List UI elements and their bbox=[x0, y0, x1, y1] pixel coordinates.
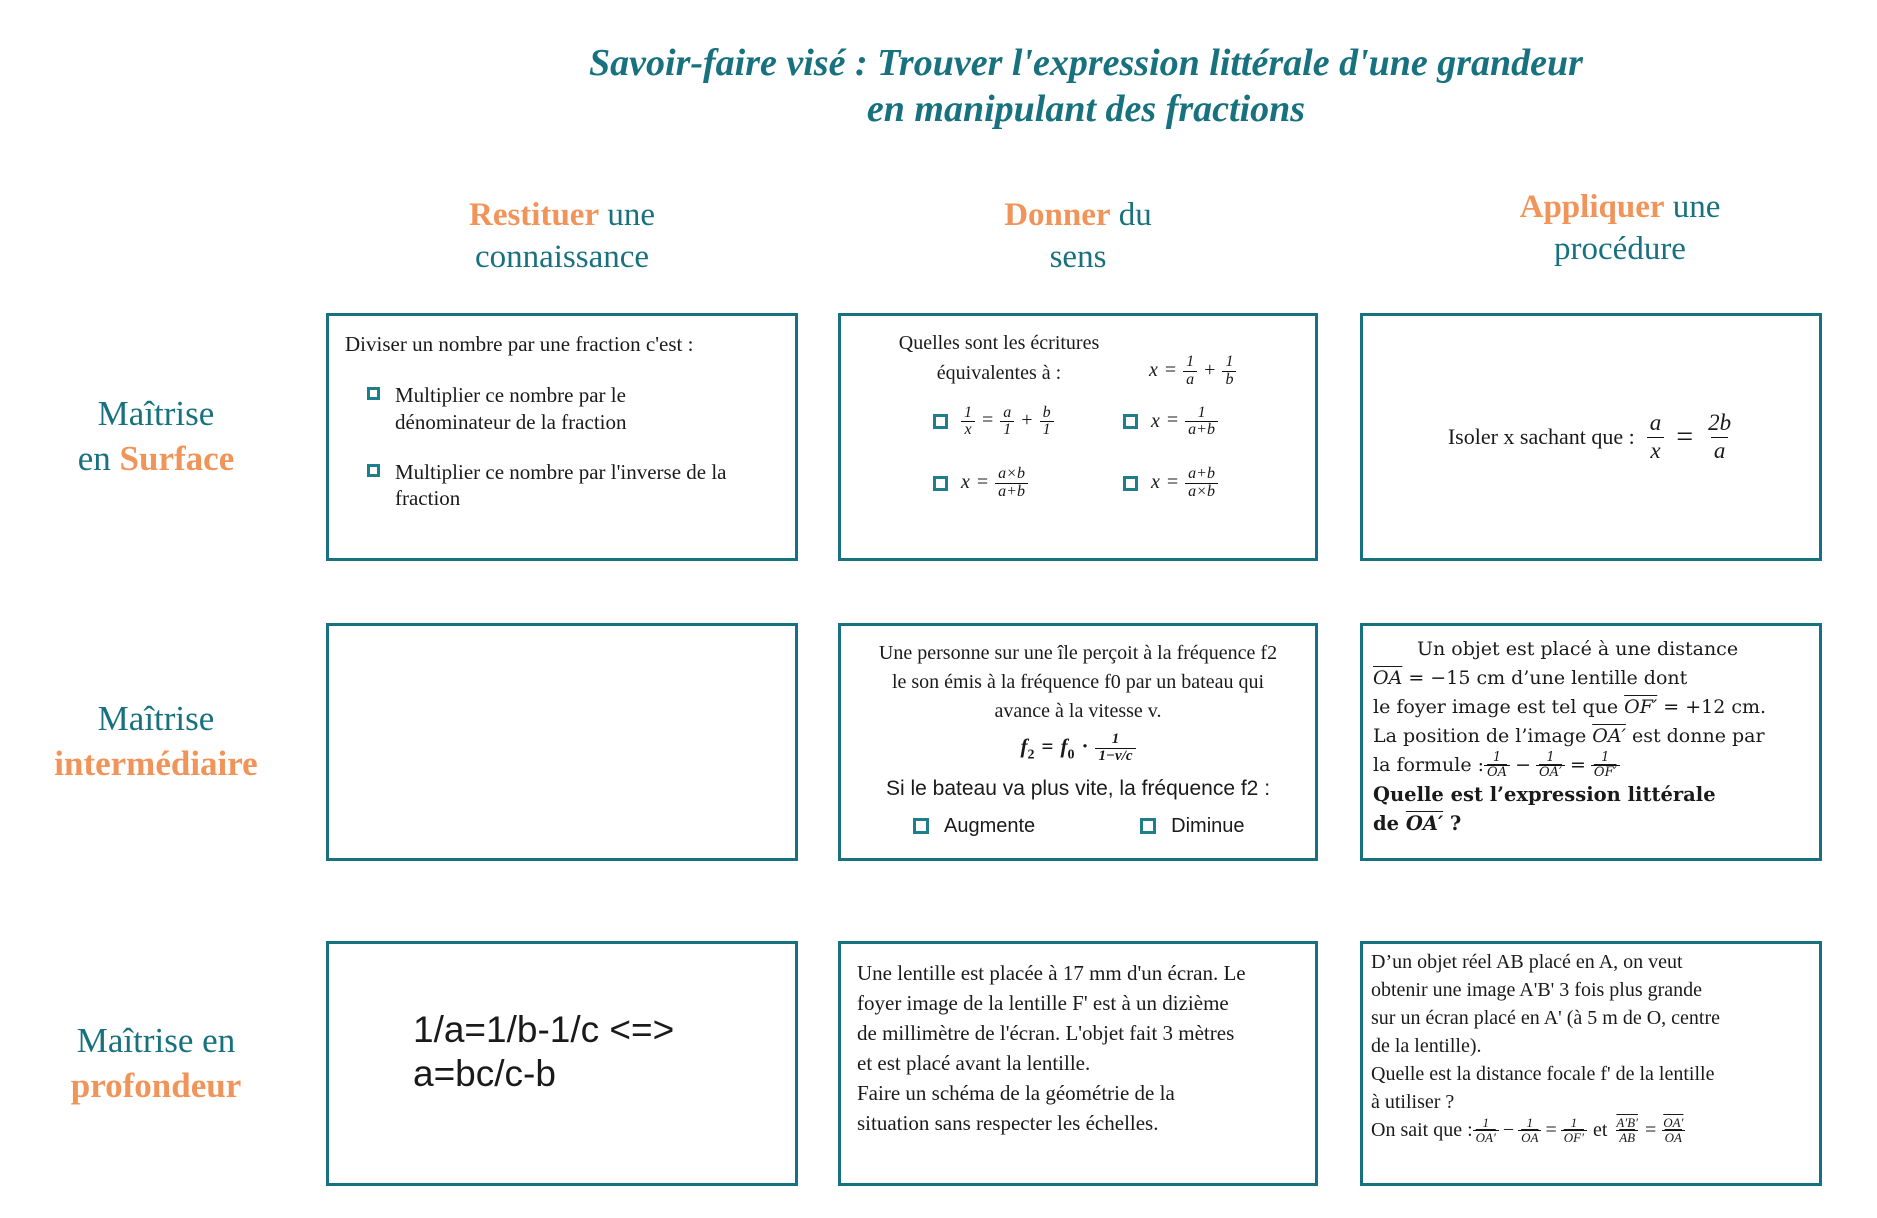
overline-symbol: OF′ bbox=[1624, 696, 1658, 718]
frac-num: 1 bbox=[964, 403, 972, 421]
text-line: obtenir une image A'B' 3 fois plus grande bbox=[1371, 979, 1703, 1001]
math-expression bbox=[961, 466, 1028, 501]
text-segment: la formule : bbox=[1373, 754, 1485, 776]
math-operator: = bbox=[1644, 1119, 1657, 1142]
math-operator: = bbox=[982, 409, 994, 432]
cell-intermediaire-restituer-empty bbox=[326, 623, 798, 861]
answer-option bbox=[1123, 405, 1307, 440]
column-header-accent: Donner bbox=[1004, 197, 1111, 233]
answer-option bbox=[1140, 815, 1244, 838]
frac-num: a+b bbox=[1188, 465, 1215, 483]
cell-surface-appliquer bbox=[1360, 313, 1822, 561]
math-variable: f bbox=[1060, 734, 1068, 759]
fraction bbox=[1561, 1116, 1587, 1144]
frac-den: 1 bbox=[1040, 421, 1054, 439]
fraction bbox=[1705, 410, 1734, 464]
question-text: Si le bateau va plus vite, la fréquence f2 : bbox=[885, 776, 1271, 800]
overline-symbol: OA′ bbox=[1405, 812, 1444, 835]
row-header-line2 bbox=[0, 437, 312, 482]
frac-num: a×b bbox=[998, 465, 1025, 483]
text-line bbox=[1373, 664, 1811, 693]
frac-num: 1 bbox=[1111, 731, 1120, 747]
answer-option-label: Augmente bbox=[944, 814, 1036, 837]
column-header-line2: procédure bbox=[1554, 231, 1686, 268]
math-operator: = bbox=[976, 471, 989, 494]
overline-symbol: OA′ bbox=[1592, 725, 1626, 747]
text-segment: = +12 cm. bbox=[1657, 696, 1767, 718]
cell-intermediaire-appliquer bbox=[1360, 623, 1822, 861]
math-operator: + bbox=[1021, 409, 1033, 432]
math-operator: = bbox=[1676, 420, 1694, 453]
math-expression bbox=[961, 405, 1054, 440]
frac-den: AB bbox=[1616, 1130, 1638, 1145]
frac-den: a bbox=[1711, 437, 1729, 464]
frac-den: x bbox=[1647, 437, 1663, 464]
frac-num: 1 bbox=[1570, 1115, 1578, 1130]
question-line: le son émis à la fréquence f0 par un bateau qui bbox=[891, 671, 1265, 693]
frac-num: 1 bbox=[1186, 353, 1195, 370]
answer-option bbox=[933, 405, 1123, 440]
checkbox[interactable] bbox=[1123, 476, 1138, 491]
row-header-line2 bbox=[0, 742, 312, 787]
text-segment: le foyer image est tel que bbox=[1373, 696, 1625, 718]
text-segment: ? bbox=[1443, 812, 1462, 835]
text-line: et est placé avant la lentille. bbox=[857, 1051, 1091, 1075]
math-operator: = bbox=[1166, 471, 1179, 494]
row-header-plain: en bbox=[77, 439, 120, 478]
column-header-line2: sens bbox=[1049, 239, 1107, 276]
fraction bbox=[1183, 354, 1197, 389]
frac-den: OA′ bbox=[1473, 1130, 1499, 1145]
cell-profondeur-appliquer bbox=[1360, 941, 1822, 1186]
formula bbox=[841, 732, 1315, 765]
fraction bbox=[1185, 405, 1218, 440]
row-header-intermediaire bbox=[0, 623, 312, 861]
frac-num: A′B′ bbox=[1616, 1115, 1638, 1130]
checkbox[interactable] bbox=[1123, 414, 1138, 429]
question-line: équivalentes à : bbox=[936, 362, 1062, 384]
math-operator: − bbox=[1515, 754, 1531, 776]
question-text: Quelle est l’expression littérale bbox=[1373, 783, 1716, 806]
column-header-accent: Restituer bbox=[468, 197, 600, 233]
answer-option bbox=[933, 466, 1123, 501]
math-variable: f bbox=[1020, 734, 1028, 759]
question-text bbox=[849, 328, 1149, 389]
cell-profondeur-restituer bbox=[326, 941, 798, 1186]
frac-den: OF′ bbox=[1591, 765, 1620, 780]
cell-surface-donner bbox=[838, 313, 1318, 561]
answer-option bbox=[913, 815, 1035, 838]
fraction bbox=[1613, 1116, 1641, 1144]
question-text bbox=[841, 639, 1315, 726]
column-header-restituer bbox=[332, 194, 792, 278]
answer-option-label: Multiplier ce nombre par l'inverse de la fraction bbox=[395, 459, 727, 511]
target-equation bbox=[1149, 354, 1236, 389]
checkbox[interactable] bbox=[933, 476, 948, 491]
math-operator: = bbox=[1545, 1119, 1557, 1142]
column-header-rest: une bbox=[1664, 189, 1721, 225]
fraction bbox=[1473, 1116, 1499, 1144]
frac-den: 1 bbox=[1000, 421, 1014, 439]
column-header-appliquer bbox=[1390, 186, 1850, 270]
frac-den: OF′ bbox=[1561, 1130, 1587, 1145]
fraction bbox=[1647, 410, 1665, 464]
fraction bbox=[1040, 405, 1054, 440]
math-expression bbox=[1151, 466, 1218, 501]
frac-den: OA bbox=[1662, 1130, 1685, 1145]
text-line: à utiliser ? bbox=[1371, 1091, 1455, 1113]
frac-num: 1 bbox=[1492, 750, 1502, 766]
frac-num: 2b bbox=[1708, 410, 1732, 436]
frac-num: a bbox=[1003, 403, 1012, 421]
math-operator: = bbox=[1569, 754, 1586, 776]
formula bbox=[1373, 751, 1811, 780]
text-segment: et bbox=[1592, 1119, 1608, 1142]
text-line bbox=[1373, 693, 1811, 722]
math-subscript: 0 bbox=[1067, 747, 1075, 763]
text-line: foyer image de la lentille F' est à un dizième bbox=[857, 991, 1229, 1015]
checkbox[interactable] bbox=[933, 414, 948, 429]
row-header-line1: Maîtrise bbox=[97, 699, 215, 739]
frac-den: b bbox=[1222, 371, 1236, 389]
frac-num: 1 bbox=[1482, 1115, 1489, 1130]
formula-line: 1/a=1/b-1/c <=> bbox=[413, 1009, 675, 1050]
row-header-accent: Surface bbox=[119, 439, 235, 478]
row-header-profondeur bbox=[0, 941, 312, 1186]
fraction bbox=[1000, 405, 1014, 440]
text-line: Une lentille est placée à 17 mm d'un écran. Le bbox=[857, 961, 1246, 985]
text-line: de la lentille). bbox=[1371, 1035, 1482, 1057]
row-header-accent: intermédiaire bbox=[54, 744, 258, 783]
fraction bbox=[1185, 466, 1218, 501]
checkbox[interactable] bbox=[367, 387, 380, 400]
math-variable: x bbox=[1151, 471, 1160, 494]
fraction bbox=[1660, 1116, 1686, 1144]
math-variable: x bbox=[961, 471, 970, 494]
math-operator: = bbox=[1166, 409, 1179, 432]
fraction bbox=[1095, 732, 1135, 765]
question-text: Diviser un nombre par une fraction c'est : bbox=[345, 332, 694, 356]
text-segment: On sait que : bbox=[1371, 1119, 1473, 1142]
answer-option bbox=[345, 459, 779, 512]
checkbox[interactable] bbox=[367, 464, 380, 477]
frac-den: OA bbox=[1484, 765, 1510, 780]
text-segment: de bbox=[1373, 812, 1406, 835]
frac-num: a bbox=[1649, 410, 1662, 436]
frac-num: 1 bbox=[1225, 353, 1234, 370]
fraction bbox=[1536, 751, 1565, 779]
checkbox[interactable] bbox=[1140, 818, 1156, 834]
row-header-line2 bbox=[0, 1064, 312, 1109]
answer-option-label: Multiplier ce nombre par le dénominateur de la fraction bbox=[395, 383, 627, 434]
answer-option-label: Diminue bbox=[1171, 814, 1245, 837]
overline-symbol: $\overline{OA}$ bbox=[1373, 667, 1403, 689]
column-header-rest: une bbox=[599, 197, 656, 233]
title-line-2: en manipulant des fractions bbox=[866, 88, 1306, 131]
math-variable: x bbox=[1149, 358, 1158, 381]
question-text bbox=[1373, 809, 1811, 838]
fraction bbox=[1222, 354, 1236, 389]
frac-num: OA′ bbox=[1663, 1115, 1684, 1130]
frac-den: OA bbox=[1518, 1130, 1541, 1145]
cell-intermediaire-donner bbox=[838, 623, 1318, 861]
question-line: Quelles sont les écritures bbox=[898, 332, 1100, 354]
row-header-line1: Maîtrise en bbox=[76, 1020, 236, 1060]
answer-options bbox=[849, 389, 1307, 501]
formula-line: a=bc/c-b bbox=[413, 1053, 556, 1095]
column-header-accent: Appliquer bbox=[1519, 189, 1665, 225]
frac-den: a+b bbox=[1185, 421, 1218, 439]
frac-num: b bbox=[1042, 403, 1051, 421]
answer-option bbox=[1123, 466, 1307, 501]
math-operator: + bbox=[1204, 358, 1216, 381]
text-line: D’un objet réel AB placé en A, on veut bbox=[1371, 951, 1683, 973]
page-title bbox=[326, 40, 1846, 133]
row-header-accent: profondeur bbox=[70, 1065, 242, 1105]
frac-num: 1 bbox=[1197, 403, 1206, 421]
question-line: Une personne sur une île perçoit à la fréquence f2 bbox=[878, 642, 1278, 664]
text-segment: est donne par bbox=[1625, 725, 1765, 747]
text-line bbox=[1373, 722, 1811, 751]
math-subscript: 2 bbox=[1027, 747, 1035, 763]
column-header-donner bbox=[848, 194, 1308, 278]
frac-den: OA′ bbox=[1536, 765, 1565, 780]
text-line: situation sans respecter les échelles. bbox=[857, 1111, 1159, 1135]
fraction bbox=[1484, 751, 1510, 779]
cell-profondeur-donner bbox=[838, 941, 1318, 1186]
answer-options bbox=[841, 815, 1315, 838]
question-text: Isoler x sachant que : bbox=[1447, 424, 1635, 449]
math-operator: = bbox=[1041, 734, 1054, 759]
question-block bbox=[849, 328, 1307, 389]
title-line-1: Savoir-faire visé : Trouver l'expression littérale d'une grandeur bbox=[589, 42, 1583, 84]
fraction bbox=[1518, 1116, 1541, 1144]
text-line: Un objet est placé à une distance bbox=[1417, 638, 1739, 660]
text-line: Quelle est la distance focale f' de la lentille bbox=[1371, 1063, 1715, 1085]
answer-option bbox=[345, 382, 779, 435]
math-operator: − bbox=[1502, 1119, 1515, 1142]
formula bbox=[1371, 1116, 1815, 1144]
math-expression bbox=[1151, 405, 1218, 440]
checkbox[interactable] bbox=[913, 818, 929, 834]
fraction bbox=[1591, 751, 1620, 779]
question-line: avance à la vitesse v. bbox=[994, 700, 1162, 722]
column-header-rest: du bbox=[1110, 197, 1152, 233]
text-segment: = −15 cm d’une lentille dont bbox=[1402, 667, 1688, 689]
frac-den: a×b bbox=[1185, 483, 1218, 501]
text-line: Faire un schéma de la géométrie de la bbox=[857, 1081, 1175, 1105]
math-operator: · bbox=[1081, 734, 1089, 759]
cell-surface-restituer bbox=[326, 313, 798, 561]
frac-num: 1 bbox=[1601, 750, 1610, 766]
frac-den: x bbox=[961, 421, 974, 439]
math-operator: = bbox=[1164, 358, 1177, 381]
frac-den: a bbox=[1183, 371, 1197, 389]
frac-num: 1 bbox=[1526, 1115, 1534, 1130]
fraction bbox=[961, 405, 975, 440]
frac-den: 1−v/c bbox=[1095, 748, 1135, 765]
column-header-line2: connaissance bbox=[474, 239, 650, 276]
text-line: sur un écran placé en A' (à 5 m de O, centre bbox=[1371, 1007, 1721, 1029]
row-header-surface bbox=[0, 313, 312, 561]
math-variable: x bbox=[1151, 409, 1160, 432]
frac-den: a+b bbox=[995, 483, 1028, 501]
text-line: de millimètre de l'écran. L'objet fait 3 mètres bbox=[857, 1021, 1235, 1045]
fraction bbox=[995, 466, 1028, 501]
row-header-line1: Maîtrise bbox=[97, 394, 215, 434]
frac-num: 1 bbox=[1546, 750, 1555, 766]
text-segment: La position de l’image bbox=[1373, 725, 1593, 747]
